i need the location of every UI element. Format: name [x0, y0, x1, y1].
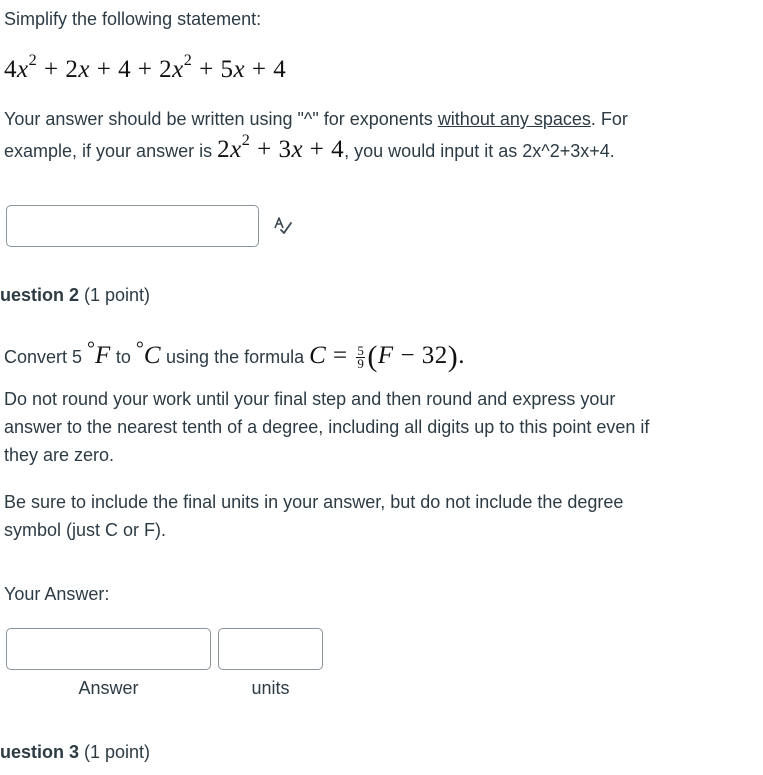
q3-header [0, 742, 150, 763]
q1-answer-input[interactable] [6, 205, 259, 247]
formula-constant: 32 [421, 342, 448, 369]
q1-expression [4, 50, 287, 84]
q3-points: (1 point) [79, 742, 151, 762]
your-answer-label: Your Answer: [4, 584, 110, 604]
instr-text: . For [590, 109, 628, 129]
fraction-denominator: 9 [357, 355, 365, 371]
example-var: x [230, 136, 242, 163]
units-field-label: units [251, 678, 290, 698]
q2-para1-line2: answer to the nearest tenth of a degree, including all digits up to this point even if [4, 417, 650, 437]
formula-f: F [377, 342, 394, 369]
q1-instructions-line2 [4, 130, 615, 164]
q2-para2-line2: symbol (just C or F). [4, 520, 167, 540]
example-term: 3 [278, 136, 292, 163]
q2-answer-input[interactable] [6, 628, 211, 670]
q2-convert-line [4, 338, 465, 374]
formula-paren: ) [447, 340, 459, 373]
instr-text: , you would input it as 2x^2+3x+4. [344, 141, 615, 161]
expr-var: x [172, 56, 184, 83]
expr-op: + [131, 56, 160, 83]
expr-var: x [233, 56, 246, 83]
q3-title: uestion 3 [0, 742, 80, 762]
expr-term: 4 [4, 56, 17, 83]
q2-units-input[interactable] [218, 628, 323, 670]
formula-lhs: C [309, 342, 327, 369]
convert-text: Convert 5 [4, 347, 88, 367]
var-c: C [143, 342, 162, 369]
expr-op: + [245, 56, 274, 83]
var-f: F [95, 342, 111, 369]
q1-prompt: Simplify the following statement: [4, 9, 262, 29]
formula-period: . [458, 342, 466, 369]
expr-term: 4 [273, 56, 287, 83]
answer-field-label: Answer [78, 678, 139, 698]
q2-header [0, 285, 150, 306]
spellcheck-icon[interactable] [272, 215, 294, 237]
expr-op: + [89, 56, 119, 83]
q2-para2-line1: Be sure to include the final units in your answer, but do not include the degree [4, 492, 624, 512]
expr-var: x [17, 56, 29, 83]
example-term: 4 [331, 136, 345, 163]
q2-points: (1 point) [79, 285, 151, 305]
q1-instructions-line1 [4, 109, 628, 130]
q2-para1-line3: they are zero. [4, 445, 115, 465]
instr-text: Your answer should be written using "^" for exponents [4, 109, 438, 129]
expr-var: x [78, 56, 90, 83]
formula-fraction [356, 342, 365, 371]
convert-text: to [110, 347, 136, 367]
q2-title: uestion 2 [0, 285, 80, 305]
expr-op: + [37, 56, 66, 83]
without-spaces-emphasis: without any spaces [437, 109, 591, 129]
fraction-numerator: 5 [357, 342, 365, 358]
convert-text: using the formula [161, 347, 310, 367]
expr-term: 2 [65, 56, 79, 83]
expr-exp: 2 [28, 50, 38, 69]
example-term: 2 [217, 136, 231, 163]
expr-term: 4 [118, 56, 132, 83]
formula-eq: = [326, 342, 355, 369]
example-op: + [303, 136, 332, 163]
expr-term: 2 [159, 56, 173, 83]
expr-term: 5 [220, 56, 234, 83]
example-expression [217, 130, 345, 163]
instr-text: example, if your answer is [4, 141, 218, 161]
example-exp: 2 [241, 130, 251, 149]
q2-para1-line1: Do not round your work until your final step and then round and express your [4, 389, 616, 409]
degree-symbol: ° [87, 338, 96, 360]
expr-exp: 2 [183, 50, 193, 69]
expr-op: + [192, 56, 221, 83]
formula-minus: − [393, 342, 422, 369]
example-op: + [250, 136, 279, 163]
conversion-formula [309, 340, 466, 373]
degree-symbol: ° [135, 338, 144, 360]
example-var: x [291, 136, 304, 163]
formula-paren: ( [367, 340, 378, 373]
